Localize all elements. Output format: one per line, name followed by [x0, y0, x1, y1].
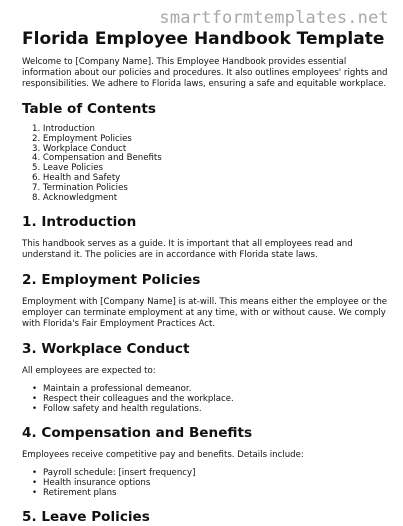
section-paragraph: Employees receive competitive pay and benefits. Details include:	[22, 450, 304, 461]
toc-item-leave-policies: 5. Leave Policies	[32, 163, 104, 174]
section-paragraph: All employees are expected to:	[22, 366, 156, 377]
toc-item-compensation-benefits: 4. Compensation and Benefits	[32, 153, 162, 164]
section-paragraph: This handbook serves as a guide. It is important that all employees read and understand it. The policies are in accordance with Florida state laws.	[22, 239, 353, 261]
section-heading: 3. Workplace Conduct	[22, 341, 190, 358]
watermark: smartformtemplates.net	[159, 8, 389, 28]
list-item: • Maintain a professional demeanor.	[22, 384, 392, 394]
toc-item-workplace-conduct: 3. Workplace Conduct	[32, 143, 127, 154]
section-heading: 2. Employment Policies	[22, 272, 201, 289]
section-introduction	[22, 213, 392, 261]
list-item: • Respect their colleagues and the workplace.	[22, 394, 392, 404]
list-item: • Payroll schedule: [insert frequency]	[22, 468, 392, 478]
toc-item-employment-policies: 2. Employment Policies	[32, 133, 132, 144]
section-leave-policies	[22, 508, 392, 526]
section-workplace-conduct	[22, 340, 392, 414]
toc-item-health-safety: 6. Health and Safety	[32, 172, 121, 183]
list-item: • Retirement plans	[22, 488, 392, 498]
list-item: • Follow safety and health regulations.	[22, 404, 392, 414]
document-page	[22, 28, 392, 526]
section-heading: 1. Introduction	[22, 214, 137, 231]
toc-item-introduction: 1. Introduction	[32, 124, 95, 134]
section-heading: 4. Compensation and Benefits	[22, 425, 253, 442]
toc-item-acknowledgment: 8. Acknowledgment	[32, 192, 118, 203]
section-compensation-benefits	[22, 424, 392, 498]
section-heading: 5. Leave Policies	[22, 509, 150, 526]
table-of-contents	[22, 125, 392, 203]
conduct-list	[22, 384, 392, 414]
toc-heading: Table of Contents	[22, 101, 156, 117]
document-title: Florida Employee Handbook Template	[22, 29, 385, 49]
list-item: • Health insurance options	[22, 478, 392, 488]
section-paragraph: Employment with [Company Name] is at-will. This means either the employee or the employer can terminate employment at any time, with or without cause. We comply with Florida's Fair Employment Practices Act.	[22, 297, 388, 330]
toc-item-termination-policies: 7. Termination Policies	[32, 182, 128, 193]
section-employment-policies	[22, 271, 392, 330]
benefits-list	[22, 468, 392, 498]
intro-paragraph: Welcome to [Company Name]. This Employee Handbook provides essential information about our policies and procedures. It also outlines employees' rights and responsibilities. We adhere to Florida laws, ensuring a safe and equitable workplace.	[22, 57, 388, 89]
